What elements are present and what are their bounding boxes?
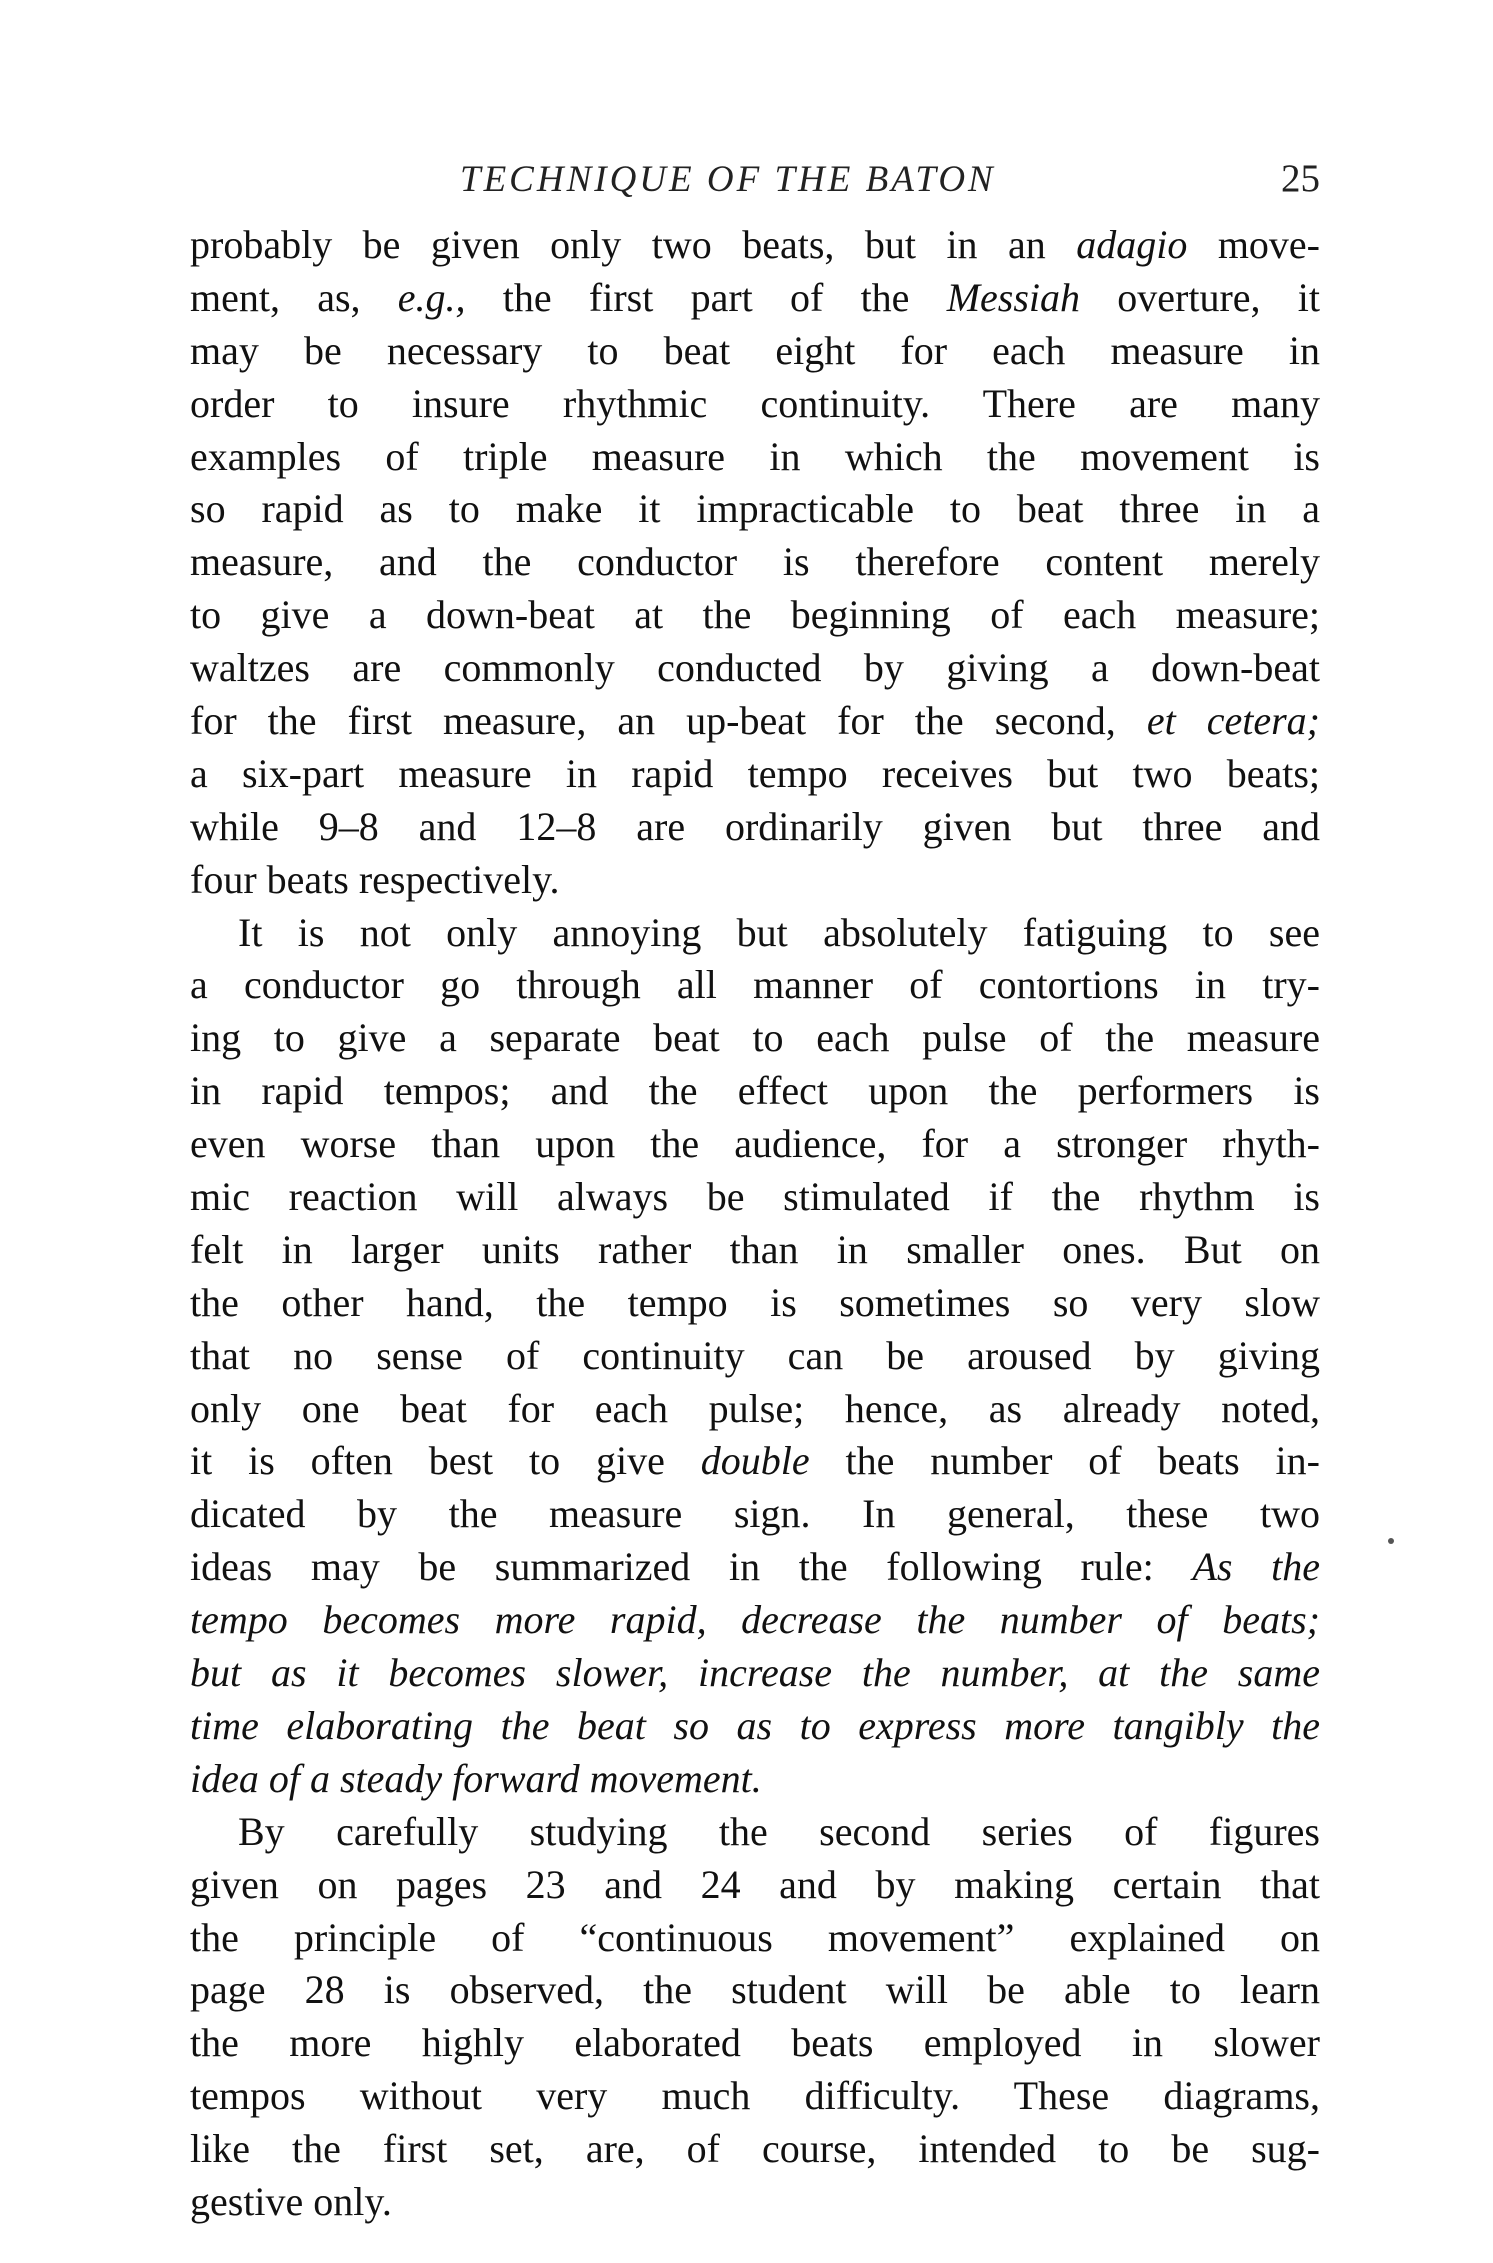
text-line [190, 1859, 1320, 1912]
text-line [190, 483, 1320, 536]
text-segment: like the first set, are, of course, intended to be sug- [190, 2126, 1320, 2172]
text-line [190, 219, 1320, 272]
italic-text: tempo becomes more rapid, decrease the number of beats; [190, 1597, 1320, 1643]
text-segment: the number of beats in- [809, 1438, 1320, 1484]
text-line [190, 378, 1320, 431]
text-segment: It is not only annoying but absolutely fatiguing to see [238, 909, 1320, 955]
running-header [190, 150, 1320, 210]
text-line [190, 1912, 1320, 1965]
text-line [190, 536, 1320, 589]
text-line [190, 431, 1320, 484]
text-segment: while 9–8 and 12–8 are ordinarily given but three and [190, 803, 1320, 849]
text-line [190, 801, 1320, 854]
italic-text: As the [1192, 1544, 1321, 1590]
text-segment: four beats respectively. [190, 856, 560, 902]
text-segment: to give a down-beat at the beginning of each measure; [190, 592, 1320, 638]
text-segment: only one beat for each pulse; hence, as already noted, [190, 1385, 1320, 1431]
text-line [190, 1277, 1320, 1330]
text-segment: for the first measure, an up-beat for the second, [190, 698, 1147, 744]
text-line [190, 2176, 1320, 2229]
paragraph [190, 907, 1320, 1806]
text-line [190, 1171, 1320, 1224]
text-segment: may be necessary to beat eight for each measure in [190, 327, 1320, 373]
text-segment: in rapid tempos; and the effect upon the performers is [190, 1068, 1320, 1114]
text-segment: a conductor go through all manner of contortions in try- [190, 962, 1320, 1008]
paragraph [190, 219, 1320, 907]
text-line [190, 589, 1320, 642]
text-line [190, 1383, 1320, 1436]
text-line [190, 1435, 1320, 1488]
italic-text: but as it becomes slower, increase the number, at the same [190, 1650, 1320, 1696]
text-segment: dicated by the measure sign. In general, these two [190, 1491, 1320, 1537]
italic-text: e.g., [397, 274, 466, 320]
text-line [190, 325, 1320, 378]
text-line [190, 2123, 1320, 2176]
text-segment: ment, as, [190, 274, 398, 320]
text-segment: By carefully studying the second series of figures [238, 1808, 1320, 1854]
text-line [190, 907, 1320, 960]
margin-dot [1388, 1538, 1394, 1544]
text-segment: ideas may be summarized in the following rule: [190, 1544, 1193, 1590]
text-segment: even worse than upon the audience, for a stronger rhyth- [190, 1121, 1320, 1167]
text-line [190, 1488, 1320, 1541]
text-segment: overture, it [1080, 274, 1320, 320]
italic-text: double [700, 1438, 810, 1484]
text-line [190, 2017, 1320, 2070]
text-segment: page 28 is observed, the student will be able to learn [190, 1967, 1320, 2013]
text-line [190, 1330, 1320, 1383]
text-line [190, 959, 1320, 1012]
text-segment: mic reaction will always be stimulated if the rhythm is [190, 1174, 1320, 1220]
text-line [190, 1753, 1320, 1806]
text-line [190, 1065, 1320, 1118]
text-line [190, 2070, 1320, 2123]
text-segment: examples of triple measure in which the movement is [190, 433, 1320, 479]
text-segment: the principle of “continuous movement” explained on [190, 1914, 1320, 1960]
body-text [190, 219, 1320, 2229]
text-segment: order to insure rhythmic continuity. There are many [190, 380, 1320, 426]
italic-text: idea of a steady forward movement. [190, 1755, 762, 1801]
text-segment: so rapid as to make it impracticable to beat three in a [190, 486, 1320, 532]
text-line [190, 1964, 1320, 2017]
text-segment: the other hand, the tempo is sometimes so very slow [190, 1279, 1320, 1325]
paragraph [190, 1806, 1320, 2229]
text-segment: felt in larger units rather than in smaller ones. But on [190, 1226, 1320, 1272]
running-title: TECHNIQUE OF THE BATON [460, 159, 996, 200]
text-segment: given on pages 23 and 24 and by making certain that [190, 1861, 1320, 1907]
italic-text: time elaborating the beat so as to express more tangibly the [190, 1702, 1320, 1748]
text-line [190, 1806, 1320, 1859]
text-segment: ing to give a separate beat to each pulse of the measure [190, 1015, 1320, 1061]
text-segment: that no sense of continuity can be aroused by giving [190, 1332, 1320, 1378]
text-line [190, 854, 1320, 907]
text-segment: the more highly elaborated beats employed in slower [190, 2020, 1320, 2066]
text-segment: gestive only. [190, 2178, 392, 2224]
text-segment: measure, and the conductor is therefore content merely [190, 539, 1320, 585]
text-line [190, 1594, 1320, 1647]
text-line [190, 1700, 1320, 1753]
text-line [190, 1541, 1320, 1594]
text-line [190, 1012, 1320, 1065]
text-line [190, 272, 1320, 325]
text-segment: tempos without very much difficulty. These diagrams, [190, 2073, 1320, 2119]
italic-text: Messiah [946, 274, 1081, 320]
text-line [190, 1118, 1320, 1171]
page-number: 25 [1281, 157, 1320, 200]
text-line [190, 642, 1320, 695]
text-segment: move- [1187, 222, 1321, 267]
italic-text: et cetera; [1146, 698, 1320, 744]
text-segment: the first part of the [465, 274, 947, 320]
text-line [190, 1224, 1320, 1277]
text-line [190, 1647, 1320, 1700]
text-line [190, 695, 1320, 748]
text-segment: it is often best to give [190, 1438, 701, 1484]
text-segment: probably be given only two beats, but in an [190, 222, 1077, 267]
italic-text: adagio [1076, 222, 1188, 267]
text-segment: a six-part measure in rapid tempo receives but two beats; [190, 750, 1320, 796]
text-segment: waltzes are commonly conducted by giving a down-beat [190, 645, 1320, 691]
text-line [190, 748, 1320, 801]
